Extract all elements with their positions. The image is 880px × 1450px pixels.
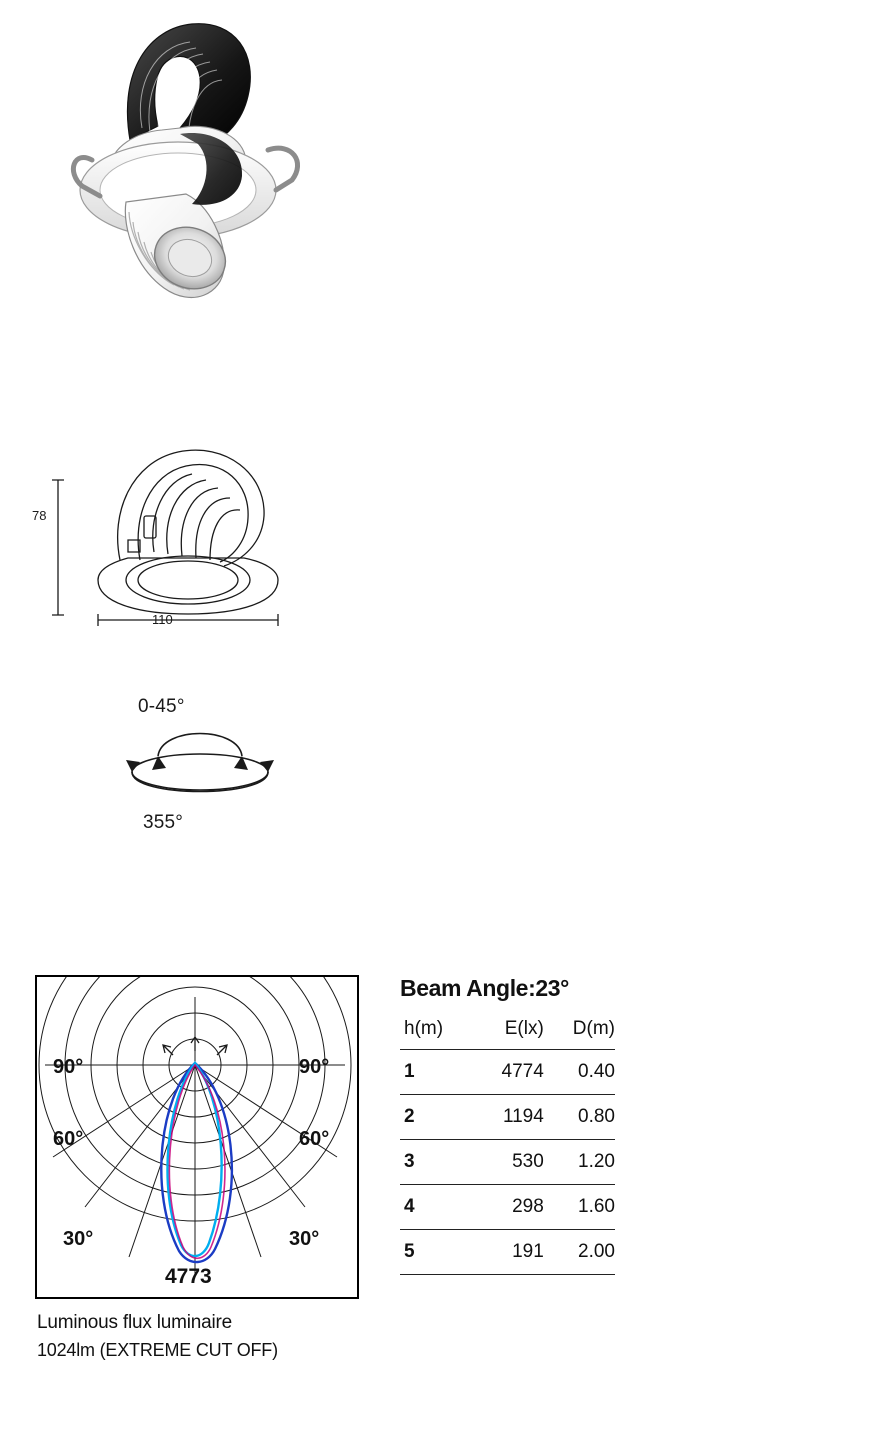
rotation-ellipse	[132, 754, 268, 790]
tilt-angle-label: 0-45°	[138, 696, 185, 717]
polar-label-right-60: 60°	[299, 1128, 330, 1150]
cell-illuminance: 191	[463, 1230, 549, 1275]
photometric-panel	[400, 975, 620, 1275]
rotation-bowl	[132, 772, 268, 792]
cell-diameter: 0.80	[550, 1095, 615, 1140]
dimension-width-label: 110	[152, 612, 173, 627]
table-row	[400, 1095, 615, 1140]
table-row	[400, 1050, 615, 1095]
column-header-diameter: D(m)	[572, 1018, 615, 1039]
column-header-illuminance: E(lx)	[504, 1018, 544, 1039]
cell-height: 5	[400, 1230, 463, 1275]
polar-photometric-diagram	[35, 975, 359, 1299]
trim-outline	[98, 558, 278, 614]
column-header-height: h(m)	[404, 1018, 444, 1039]
rotation-angle-label: 355°	[143, 812, 184, 833]
cell-height: 4	[400, 1185, 463, 1230]
table-row	[400, 1185, 615, 1230]
polar-label-right-30: 30°	[289, 1228, 320, 1250]
polar-label-left-60: 60°	[53, 1128, 84, 1150]
table-row	[400, 1140, 615, 1185]
cell-illuminance: 530	[463, 1140, 549, 1185]
cell-illuminance: 298	[463, 1185, 549, 1230]
rotation-arrow-right	[260, 760, 274, 772]
cell-diameter: 0.40	[550, 1050, 615, 1095]
cell-diameter: 1.60	[550, 1185, 615, 1230]
dimension-height-label: 78	[32, 508, 47, 523]
luminous-flux-value: 1024lm (EXTREME CUT OFF)	[37, 1340, 278, 1360]
photometric-table	[400, 1016, 615, 1275]
cell-height: 3	[400, 1140, 463, 1185]
polar-center-value: 4773	[165, 1265, 212, 1288]
adjustment-diagram	[100, 690, 300, 850]
cell-diameter: 2.00	[550, 1230, 615, 1275]
dimension-line-drawing	[28, 420, 328, 640]
width-dimension-line	[98, 614, 278, 626]
tilt-arc	[158, 734, 242, 757]
beam-angle-title: Beam Angle:23°	[400, 975, 569, 1001]
cell-diameter: 1.20	[550, 1140, 615, 1185]
cell-height: 2	[400, 1095, 463, 1140]
luminous-flux-caption: Luminous flux luminaire	[37, 1312, 232, 1333]
cell-illuminance: 4774	[463, 1050, 549, 1095]
polar-label-left-30: 30°	[63, 1228, 94, 1250]
rotation-arrow-left	[126, 760, 140, 772]
cell-illuminance: 1194	[463, 1095, 549, 1140]
cell-height: 1	[400, 1050, 463, 1095]
table-row	[400, 1230, 615, 1275]
product-photo	[30, 10, 320, 320]
polar-label-left-90: 90°	[53, 1056, 84, 1078]
table-header-row	[400, 1016, 615, 1050]
height-dimension-line	[52, 480, 64, 615]
polar-label-right-90: 90°	[299, 1056, 330, 1078]
